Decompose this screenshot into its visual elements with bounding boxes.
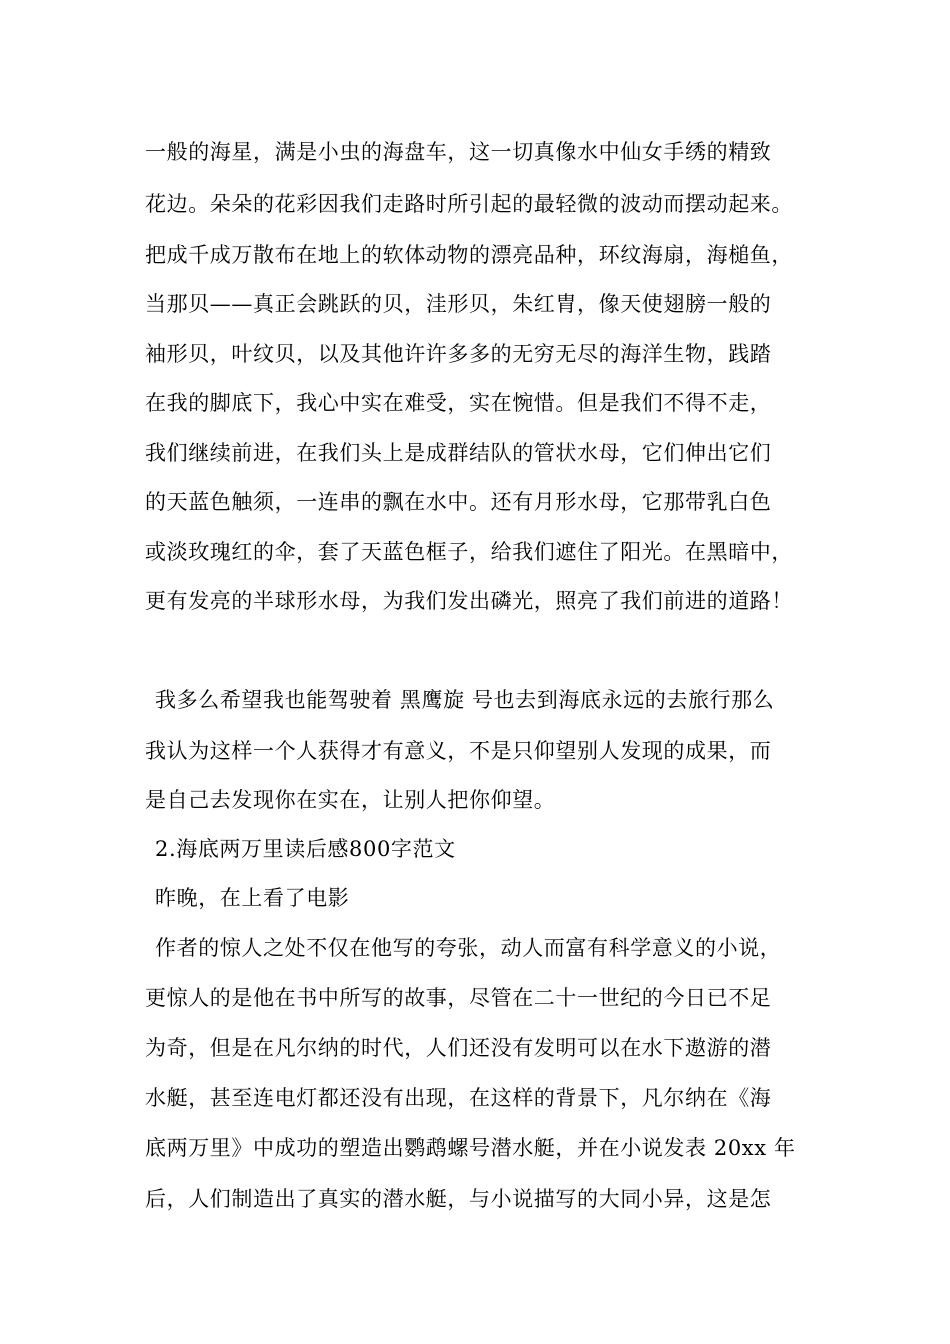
text-line: 或淡玫瑰红的伞，套了天蓝色框子，给我们遮住了阳光。在黑暗中， xyxy=(145,540,793,564)
text-line: 袖形贝，叶纹贝，以及其他许许多多的无穷无尽的海洋生物，践踏 xyxy=(145,342,772,366)
text-line: 是自己去发现你在实在，让别人把你仰望。 xyxy=(145,788,556,812)
text-line: 在我的脚底下，我心中实在难受，实在惋惜。但是我们不得不走， xyxy=(145,391,772,415)
text-line: 水艇，甚至连电灯都还没有出现，在这样的背景下，凡尔纳在《海 xyxy=(145,1086,772,1110)
text-line: 昨晚，在上看了电影 xyxy=(155,886,350,910)
text-line: 底两万里》中成功的塑造出鹦鹉螺号潜水艇，并在小说发表 20xx 年 xyxy=(145,1136,796,1160)
text-line: 的天蓝色触须，一连串的飘在水中。还有月形水母，它那带乳白色 xyxy=(145,490,772,514)
text-line: 一般的海星，满是小虫的海盘车，这一切真像水中仙女手绣的精致 xyxy=(145,140,772,164)
text-line: 当那贝——真正会跳跃的贝，洼形贝，朱红胄，像天使翅膀一般的 xyxy=(145,292,772,316)
text-line: 更惊人的是他在书中所写的故事，尽管在二十一世纪的今日已不足 xyxy=(145,986,772,1010)
text-line: 我们继续前进，在我们头上是成群结队的管状水母，它们伸出它们 xyxy=(145,441,772,465)
text-line: 更有发亮的半球形水母，为我们发出磷光，照亮了我们前进的道路！ xyxy=(145,589,793,613)
text-line: 花边。朵朵的花彩因我们走路时所引起的最轻微的波动而摆动起来。 xyxy=(145,192,793,216)
text-line: 我认为这样一个人获得才有意义，不是只仰望别人发现的成果，而 xyxy=(145,739,772,763)
text-line: 作者的惊人之处不仅在他写的夸张，动人而富有科学意义的小说， xyxy=(155,936,782,960)
section-heading: 2.海底两万里读后感800字范文 xyxy=(155,837,456,861)
text-line: 我多么希望我也能驾驶着 黑鹰旋 号也去到海底永远的去旅行那么 xyxy=(155,688,775,712)
text-line: 为奇，但是在凡尔纳的时代，人们还没有发明可以在水下遨游的潜 xyxy=(145,1036,772,1060)
text-line: 把成千成万散布在地上的软体动物的漂亮品种，环纹海扇，海槌鱼， xyxy=(145,243,793,267)
text-line: 后，人们制造出了真实的潜水艇，与小说描写的大同小异，这是怎 xyxy=(145,1187,772,1211)
